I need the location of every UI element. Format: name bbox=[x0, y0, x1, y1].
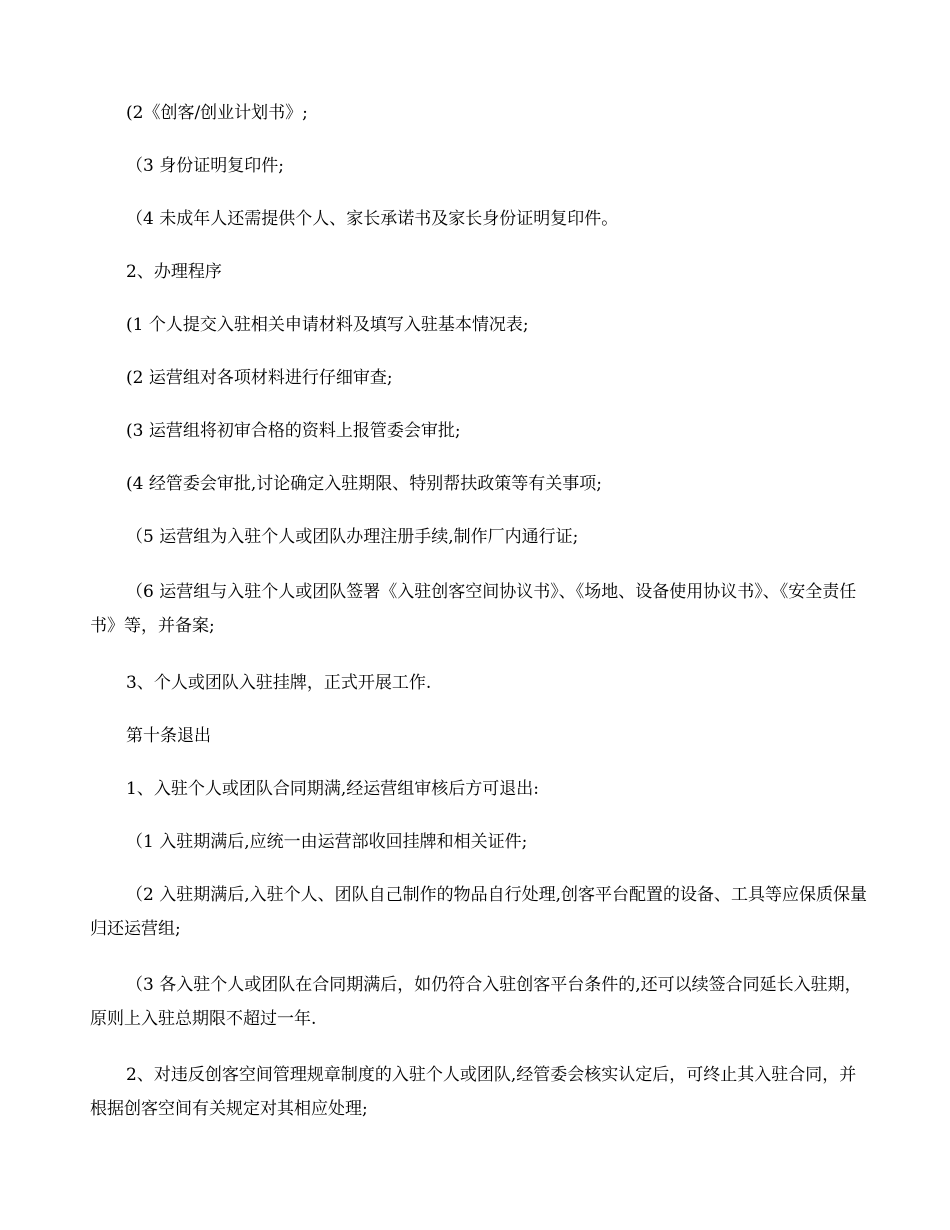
paragraph-plan-book: (2《创客/创业计划书》; bbox=[126, 103, 308, 123]
paragraph-step-1: (1 个人提交入驻相关申请材料及填写入驻基本情况表; bbox=[126, 315, 529, 335]
paragraph-exit-1-1: （1 入驻期满后,应统一由运营部收回挂牌和相关证件; bbox=[126, 832, 528, 852]
paragraph-step-final: 3、个人或团队入驻挂牌，正式开展工作. bbox=[126, 673, 432, 693]
paragraph-step-5: （5 运营组为入驻个人或团队办理注册手续,制作厂内通行证; bbox=[126, 527, 579, 547]
paragraph-minor-requirement: （4 未成年人还需提供个人、家长承诺书及家长身份证明复印件。 bbox=[126, 209, 619, 229]
paragraph-exit-2: 2、对违反创客空间管理规章制度的入驻个人或团队,经管委会核实认定后，可终止其入驻合同，并根据创客空间有关规定对其相应处理; bbox=[90, 1065, 857, 1119]
section-heading-procedure: 2、办理程序 bbox=[126, 262, 222, 282]
paragraph-step-3: (3 运营组将初审合格的资料上报管委会审批; bbox=[126, 421, 461, 441]
paragraph-step-6: （6 运营组与入驻个人或团队签署《入驻创客空间协议书》、《场地、设备使用协议书》、《安全责任书》等，并备案; bbox=[90, 582, 857, 636]
paragraph-exit-1: 1、入驻个人或团队合同期满,经运营组审核后方可退出: bbox=[126, 779, 539, 799]
paragraph-exit-1-2: （2 入驻期满后,入驻个人、团队自己制作的物品自行处理,创客平台配置的设备、工具等应保质保量归还运营组; bbox=[90, 885, 868, 939]
paragraph-exit-1-3: （3 各入驻个人或团队在合同期满后，如仍符合入驻创客平台条件的,还可以续签合同延长入驻期，原则上入驻总期限不超过一年. bbox=[90, 975, 862, 1029]
article-heading-exit: 第十条退出 bbox=[126, 726, 211, 746]
paragraph-step-4: (4 经管委会审批,讨论确定入驻期限、特别帮扶政策等有关事项; bbox=[126, 474, 602, 494]
paragraph-step-2: (2 运营组对各项材料进行仔细审查; bbox=[126, 368, 393, 388]
paragraph-id-copy: （3 身份证明复印件; bbox=[126, 156, 284, 176]
